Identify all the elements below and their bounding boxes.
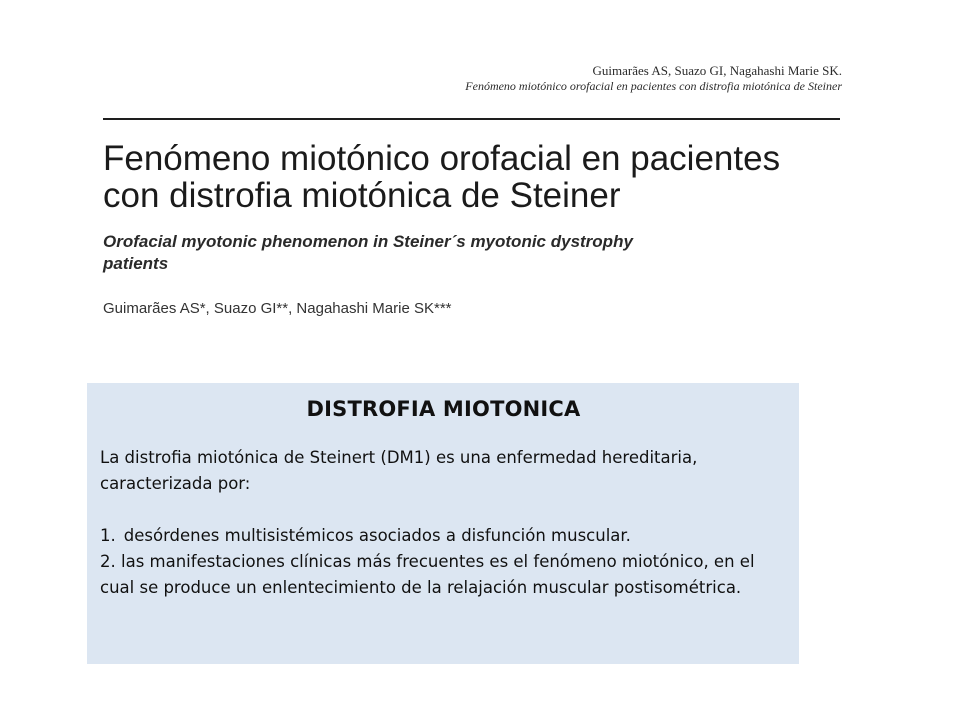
definition-point-2 bbox=[100, 549, 787, 601]
running-header-authors: Guimarães AS, Suazo GI, Nagahashi Marie SK. bbox=[592, 63, 842, 78]
definition-point-1 bbox=[100, 523, 787, 549]
header-divider bbox=[103, 118, 840, 120]
article-title bbox=[103, 140, 863, 214]
article-title-line-2: con distrofia miotónica de Steiner bbox=[103, 176, 621, 215]
english-title-line-1: Orofacial myotonic phenomenon in Steiner´s myotonic dystrophy bbox=[103, 232, 633, 251]
article-title-line-1: Fenómeno miotónico orofacial en pacientes bbox=[103, 139, 781, 178]
running-header-subtitle: Fenómeno miotónico orofacial en pacientes con distrofia miotónica de Steiner bbox=[465, 79, 842, 93]
author-byline: Guimarães AS*, Suazo GI**, Nagahashi Marie SK*** bbox=[103, 300, 452, 317]
point-text: desórdenes multisistémicos asociados a disfunción muscular. bbox=[123, 526, 631, 545]
point-number: 1. bbox=[100, 526, 116, 545]
article-english-title bbox=[103, 231, 843, 275]
definition-box bbox=[87, 383, 799, 664]
english-title-line-2: patients bbox=[103, 254, 169, 273]
running-header bbox=[465, 62, 842, 94]
definition-box-heading: DISTROFIA MIOTONICA bbox=[306, 397, 581, 421]
point-number: 2. bbox=[100, 552, 116, 571]
definition-intro: La distrofia miotónica de Steinert (DM1) es una enfermedad hereditaria, caracterizada por: bbox=[100, 448, 698, 493]
point-text: las manifestaciones clínicas más frecuentes es el fenómeno miotónico, en el cual se produce un enlentecimiento de la relajación muscular postisométrica. bbox=[100, 552, 755, 597]
